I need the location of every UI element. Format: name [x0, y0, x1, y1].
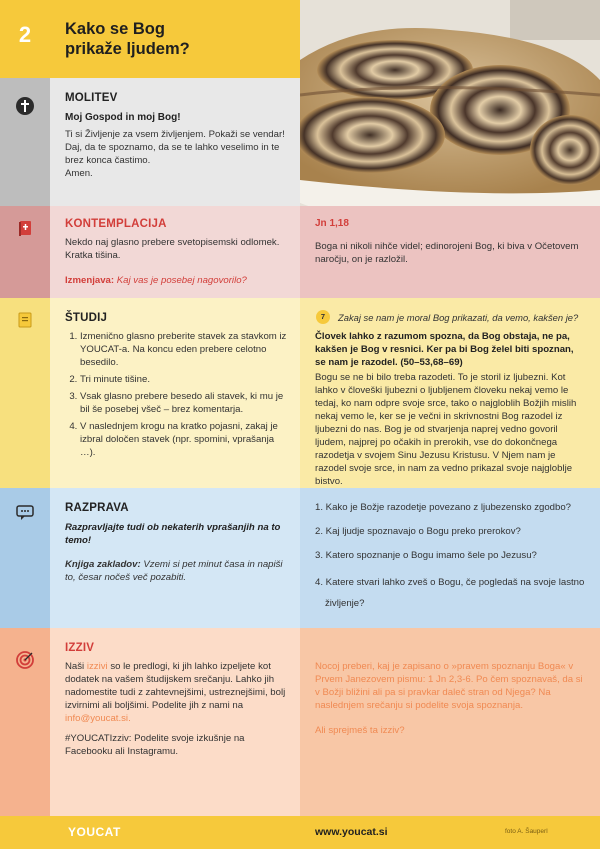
kontemplacija-rail [0, 206, 50, 298]
challenge-text: Nocoj preberi, kaj je zapisano o »pravem spoznanju Boga« v Prvem Janezovem pismu: 1 Jn 2,3-6. Po čem spoznavaš, da si v Božji bližini ali pa si pravkar daleč stran od Njega? Na naslednjem srečanju si podelite svoja spoznanja. [315, 661, 583, 711]
izzivi-link[interactable]: izzivi [86, 661, 108, 672]
chat-bubble-icon [15, 502, 35, 522]
studij-step: 3. Vsak glasno prebere besedo ali stavek, ki mu je bil še posebej všeč – brez komentarja. [80, 390, 287, 416]
chapter-number: 2 [18, 22, 32, 47]
question-list [315, 500, 585, 614]
izziv-challenge [300, 628, 600, 816]
section-molitev [0, 78, 600, 206]
cross-icon [15, 96, 35, 116]
izziv-rail [0, 628, 50, 816]
studij-youcat [300, 298, 600, 488]
page-title: Kako se Bog prikaže ljudem? [65, 20, 190, 58]
studij-heading: ŠTUDIJ [65, 312, 108, 324]
target-icon [15, 650, 35, 670]
molitev-heading: MOLITEV [65, 92, 118, 104]
izziv-heading: IZZIV [65, 642, 95, 654]
header-rail [0, 0, 50, 78]
kontemplacija-reading [300, 206, 600, 298]
footer-brand: YOUCAT [68, 825, 121, 839]
footer [0, 816, 600, 849]
header-title-area [50, 0, 300, 78]
youcat-answer-text: Bogu se ne bi bilo treba razodeti. To je storil iz ljubezni. Kot lahko v človeški ljubezni o ljubljenem človeku nekaj vemo le tedaj, ko nam odpre svoje srce, tako o najgloblih Božjih mislih nekaj vemo le, ker se je večni in skrivnostni Bog razodel iz ljubezni do nas. Bog je od stvarjenja naprej vedno govoril ljudem, najprej po očakih in prerokih, vse do dokončnega razodetja v svojem Sinu Jezusu Kristusu. V Njem nam je razodel svoje srce, in nam za vedno prikazal svoje najgloblje bistvo. [315, 372, 577, 487]
kontemplacija-text: Nekdo naj glasno prebere svetopisemski odlomek. Kratka tišina. [65, 237, 280, 261]
izziv-hashtag: #YOUCATIzziv: Podelite svoje izkušnje na Facebooku ali Instagramu. [65, 733, 245, 757]
discussion-question: 4. Katere stvari lahko zveš o Bogu, če pogledaš na svoje lastno življenje? [315, 577, 585, 609]
razprava-content [50, 488, 300, 628]
book-icon [15, 310, 35, 330]
section-izziv [0, 628, 600, 816]
studij-step: 2. Tri minute tišine. [80, 373, 287, 386]
photo-credit: foto A. Šauperl [505, 828, 548, 835]
kontemplacija-content [50, 206, 300, 298]
studij-step: 4. V naslednjem krogu na kratko pojasni, zakaj je izbral določen stavek (npr. spomini, vprašanja …). [80, 420, 287, 459]
youcat-question: Zakaj se nam je moral Bog prikazati, da vemo, kakšen je? [338, 312, 579, 323]
section-kontemplacija [0, 206, 600, 298]
kontemplacija-izmenjava: Izmenjava: Kaj vas je posebej nagovorilo? [65, 275, 247, 286]
izziv-text: Naši izzivi so le predlogi, ki jih lahko izpeljete kot dodatek na vašem študijskem srečanju. Lahko jih nadomestite tudi z zahtevnejšimi, ustreznejšimi, bolj izvirnimi ali boljšimi. Podelite jih z nami na info@youcat.si. [65, 661, 286, 724]
razprava-intro: Razpravljajte tudi ob nekaterih vprašanjih na to temo! [65, 522, 281, 546]
footer-url[interactable]: www.youcat.si [315, 826, 388, 838]
email-link[interactable]: info@youcat.si. [65, 713, 131, 724]
discussion-question: 2. Kaj ljudje spoznavajo o Bogu preko prerokov? [315, 526, 521, 537]
studij-content [50, 298, 300, 488]
section-studij [0, 298, 600, 488]
molitev-content [50, 78, 300, 206]
youcat-answer-bold: Človek lahko z razumom spozna, da Bog obstaja, ne pa, kakšen je Bog v resnici. Ker pa bi Bog želel biti spoznan, se nam je razodel. (50–53,68–69) [315, 331, 574, 368]
bible-icon [15, 218, 35, 238]
razprava-knjiga: Knjiga zakladov: Vzemi si pet minut časa in napiši to, česar nočeš več pozabiti. [65, 559, 283, 583]
challenge-question: Ali sprejmeš ta izziv? [315, 725, 405, 736]
section-razprava [0, 488, 600, 628]
razprava-rail [0, 488, 50, 628]
question-badge: 7 [316, 310, 330, 324]
discussion-question: 3. Katero spoznanje o Bogu imamo šele po Jezusu? [315, 550, 537, 561]
molitev-rail [0, 78, 50, 206]
bible-reference: Jn 1,18 [315, 218, 349, 229]
molitev-subheading: Moj Gospod in moj Bog! [65, 112, 181, 123]
studij-rail [0, 298, 50, 488]
studij-steps [65, 330, 287, 463]
izziv-content [50, 628, 300, 816]
discussion-question: 1. Kako je Božje razodetje povezano z ljubezensko zgodbo? [315, 502, 572, 513]
kontemplacija-heading: KONTEMPLACIJA [65, 218, 167, 230]
studij-step: 1. Izmenično glasno preberite stavek za stavkom iz YOUCAT-a. Na koncu eden prebere celotno besedilo. [80, 330, 287, 369]
molitev-prayer: Ti si Življenje za vsem življenjem. Pokaži se vendar! Daj, da te spoznamo, da se te lahko veselimo in te brez konca častimo. Amen. [65, 129, 285, 179]
razprava-heading: RAZPRAVA [65, 502, 129, 514]
razprava-questions [300, 488, 600, 628]
bible-verse: Boga ni nikoli nihče videl; edinorojeni Bog, ki biva v Očetovem naročju, on je razložil. [315, 241, 579, 265]
